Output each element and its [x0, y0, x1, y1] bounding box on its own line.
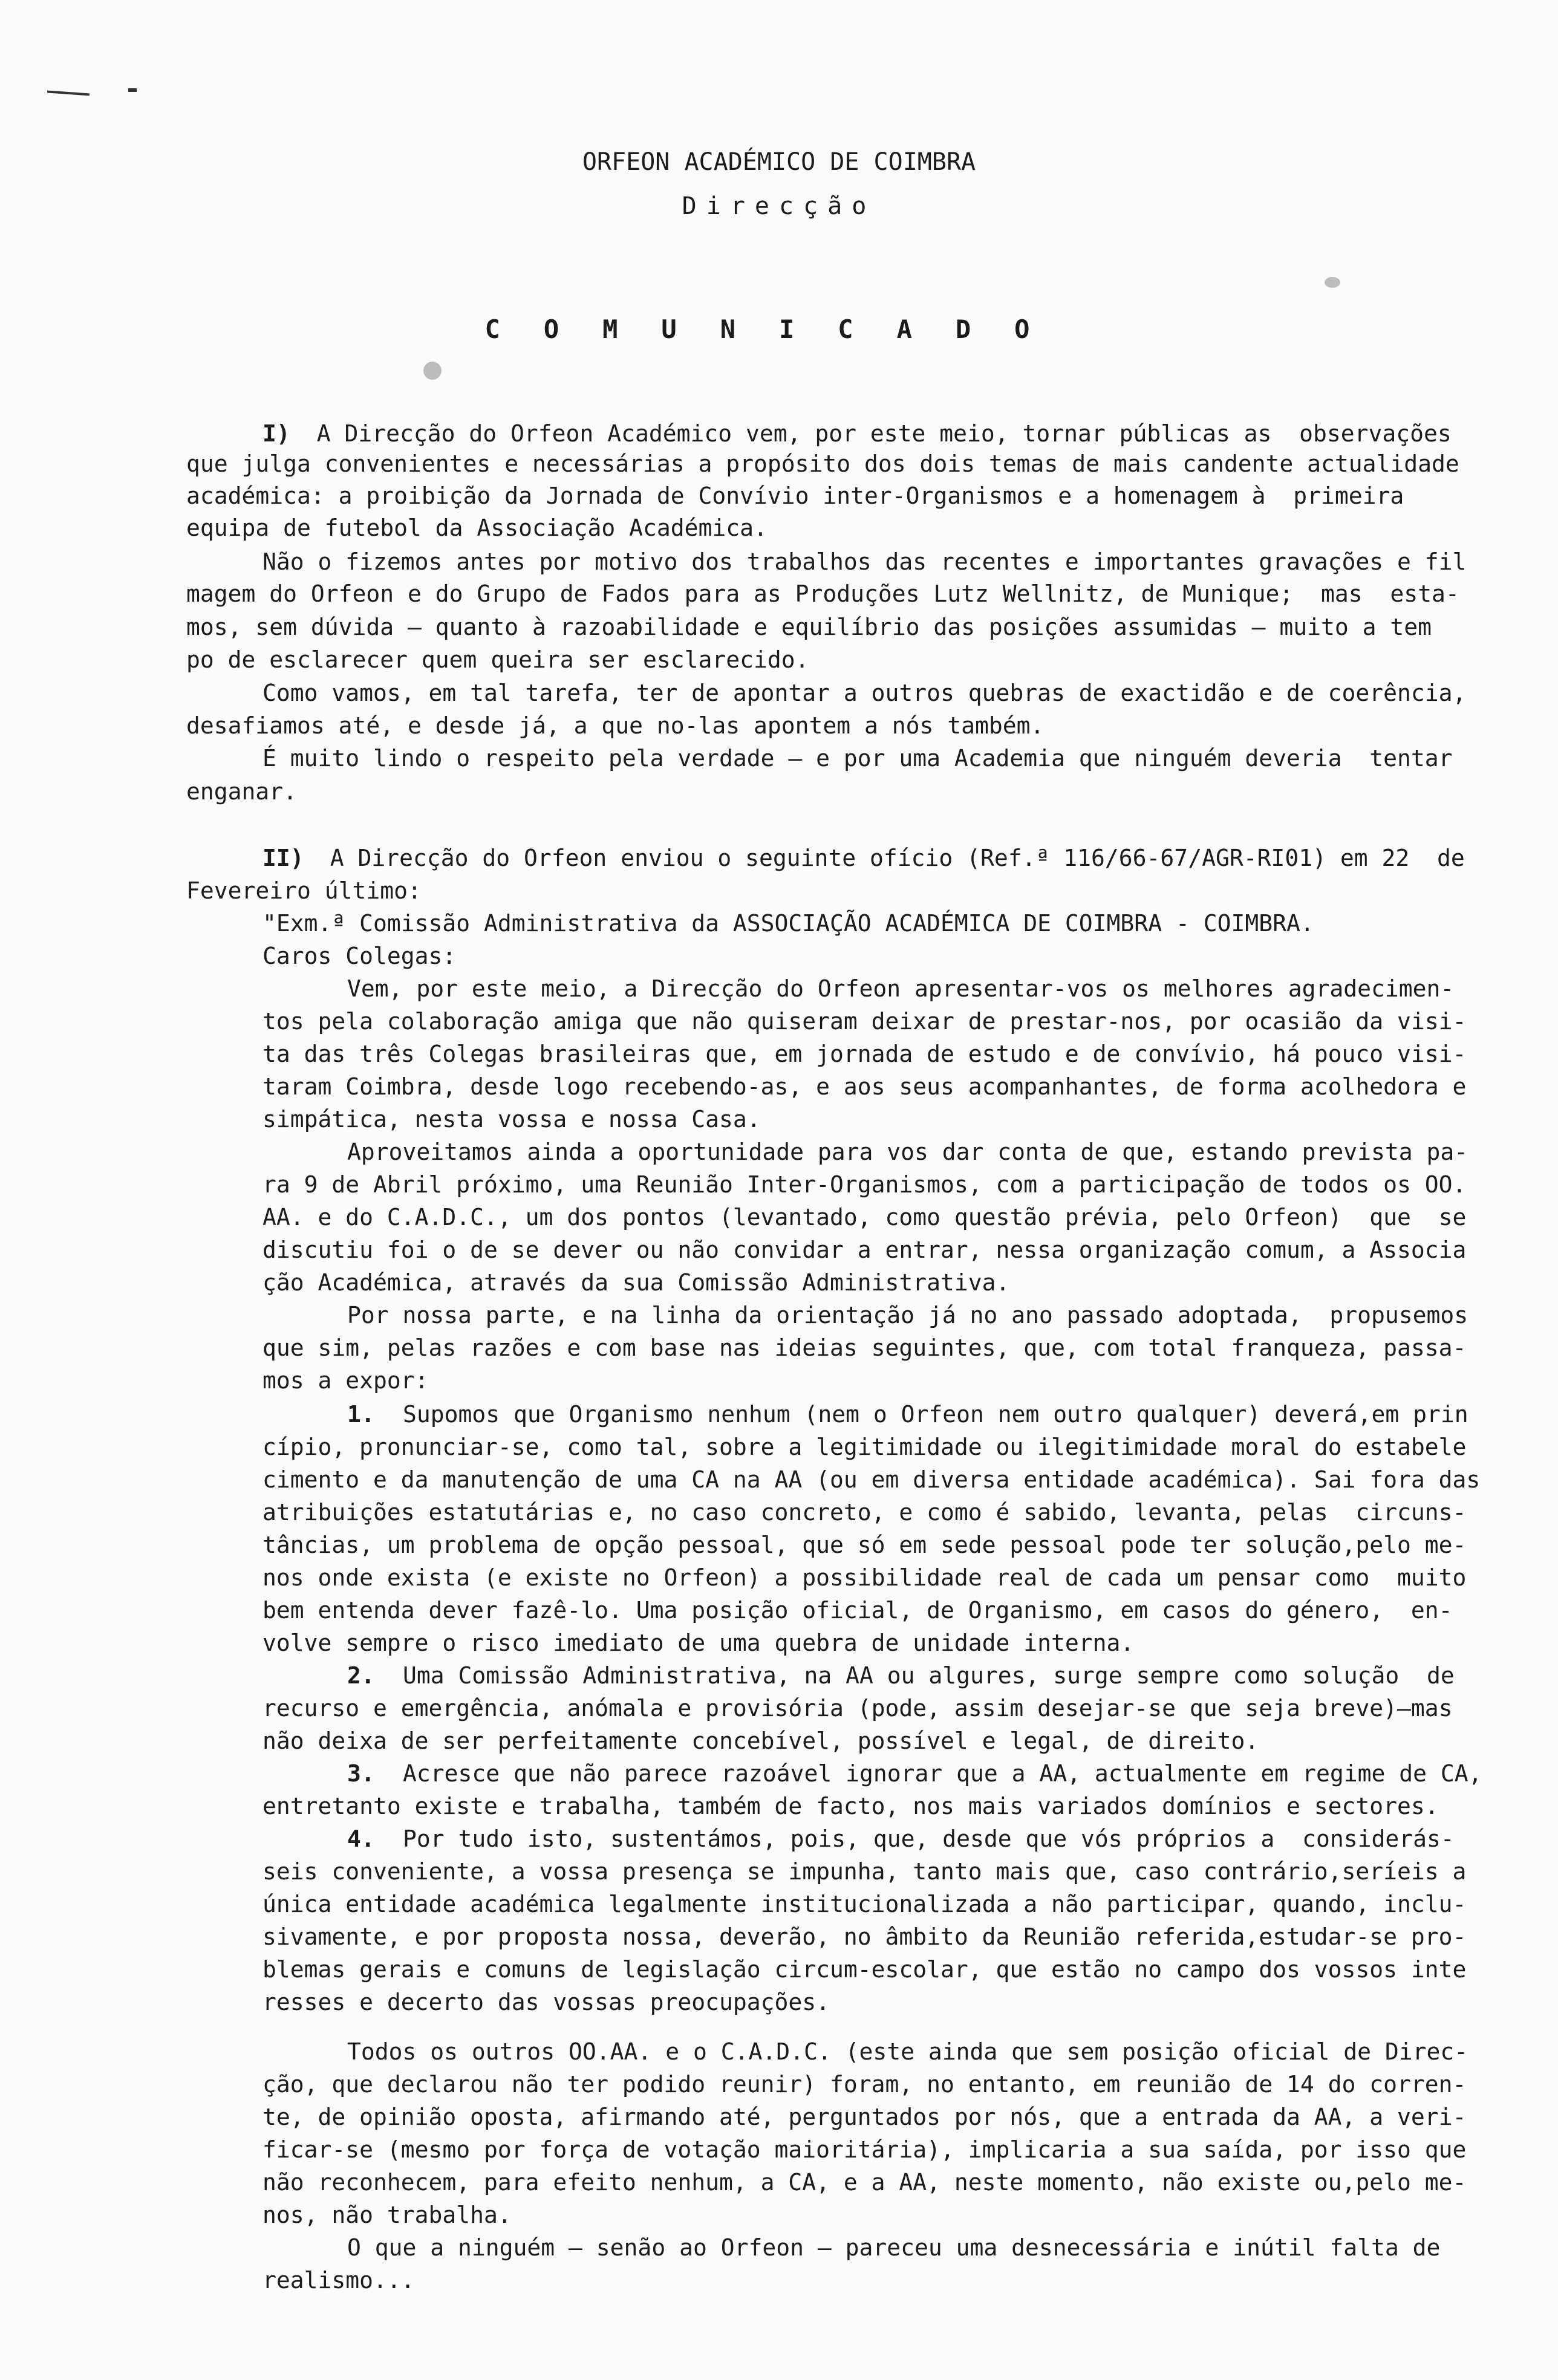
document-title: COMUNICADO: [484, 314, 1074, 344]
text-line: Supomos que Organismo nenhum (nem o Orfeon nem outro qualquer) deverá,em prin: [403, 1401, 1468, 1428]
text-line: "Exm.ª Comissão Administrativa da ASSOCIAÇÃO ACADÉMICA DE COIMBRA - COIMBRA.: [262, 910, 1314, 937]
text-line: ficar-se (mesmo por força de votação maioritária), implicaria a sua saída, por isso que: [262, 2136, 1467, 2163]
text-line: bem entenda dever fazê-lo. Uma posição oficial, de Organismo, em casos do género, en-: [262, 1597, 1453, 1624]
text-line: A Direcção do Orfeon enviou o seguinte ofício (Ref.ª 116/66-67/AGR-RI01) em 22 de: [302, 845, 1465, 871]
text-line: atribuições estatutárias e, no caso concreto, e como é sabido, levanta, pelas circuns-: [262, 1499, 1467, 1526]
text-line: ção Académica, através da sua Comissão Administrativa.: [262, 1269, 1010, 1296]
text-line: blemas gerais e comuns de legislação circum-escolar, que estão no campo dos vossos inte: [262, 1956, 1467, 1983]
text-line: seis conveniente, a vossa presença se impunha, tanto mais que, caso contrário,seríeis a: [262, 1858, 1467, 1885]
text-line: te, de opinião oposta, afirmando até, perguntados por nós, que a entrada da AA, a veri-: [262, 2104, 1467, 2130]
text-line: É muito lindo o respeito pela verdade — e por uma Academia que ninguém deveria tentar: [262, 745, 1453, 772]
organization-name: ORFEON ACADÉMICO DE COIMBRA: [582, 148, 976, 176]
text-line: A Direcção do Orfeon Académico vem, por este meio, tornar públicas as observações: [289, 420, 1452, 447]
text-line: Por nossa parte, e na linha da orientação já no ano passado adoptada, propusemos: [347, 1302, 1468, 1328]
corner-scribble-tick: [128, 88, 137, 92]
text-line: não reconhecem, para efeito nenhum, a CA, e a AA, neste momento, não existe ou,pelo me-: [262, 2169, 1467, 2196]
text-line: Não o fizemos antes por motivo dos trabalhos das recentes e importantes gravações e fil: [262, 548, 1467, 575]
text-line: nos, não trabalha.: [262, 2202, 512, 2228]
text-line: Como vamos, em tal tarefa, ter de apontar a outros quebras de exactidão e de coerência,: [262, 680, 1467, 706]
text-line: discutiu foi o de se dever ou não convidar a entrar, nessa organização comum, a Associa: [262, 1237, 1467, 1263]
item-number: 4.: [347, 1826, 375, 1852]
text-line: ção, que declarou não ter podido reunir) foram, no entanto, em reunião de 14 do corren-: [262, 2071, 1467, 2098]
text-line: recurso e emergência, anómala e provisória (pode, assim desejar-se que seja breve)—mas: [262, 1695, 1453, 1722]
text-line: AA. e do C.A.D.C., um dos pontos (levantado, como questão prévia, pelo Orfeon) que se: [262, 1204, 1467, 1231]
text-line: Fevereiro último:: [186, 877, 422, 904]
text-line: ta das três Colegas brasileiras que, em jornada de estudo e de convívio, há pouco visi-: [262, 1041, 1467, 1067]
text-line: que sim, pelas razões e com base nas ideias seguintes, que, com total franqueza, passa-: [262, 1335, 1467, 1361]
text-line: O que a ninguém — senão ao Orfeon — pareceu uma desnecessária e inútil falta de: [347, 2234, 1441, 2261]
text-line: magem do Orfeon e do Grupo de Fados para as Produções Lutz Wellnitz, de Munique; mas esta-: [186, 580, 1459, 607]
text-line: Vem, por este meio, a Direcção do Orfeon apresentar-vos os melhores agradecimen-: [347, 975, 1455, 1002]
text-line: nos onde exista (e existe no Orfeon) a possibilidade real de cada um pensar como muito: [262, 1564, 1467, 1591]
text-line: entretanto existe e trabalha, também de facto, nos mais variados domínios e sectores.: [262, 1793, 1439, 1819]
text-line: equipa de futebol da Associação Académica.: [186, 515, 768, 541]
text-line: académica: a proibição da Jornada de Convívio inter-Organismos e a homenagem à primeira: [186, 483, 1404, 509]
item-number: 1.: [347, 1401, 375, 1428]
text-line: não deixa de ser perfeitamente concebível, possível e legal, de direito.: [262, 1728, 1259, 1754]
corner-scribble: [47, 91, 90, 96]
text-line: ra 9 de Abril próximo, uma Reunião Inter-Organismos, com a participação de todos os OO.: [262, 1171, 1467, 1198]
text-line: que julga convenientes e necessárias a propósito dos dois temas de mais candente actualidade: [186, 450, 1459, 477]
text-line: Por tudo isto, sustentámos, pois, que, desde que vós próprios a considerás-: [403, 1826, 1455, 1852]
text-line: Uma Comissão Administrativa, na AA ou algures, surge sempre como solução de: [403, 1662, 1455, 1689]
text-line: única entidade académica legalmente institucionalizada a não participar, quando, inclu-: [262, 1891, 1467, 1917]
item-number: 2.: [347, 1662, 375, 1689]
text-line: simpática, nesta vossa e nossa Casa.: [262, 1106, 761, 1133]
department-name: Direcção: [682, 192, 876, 220]
text-line: Aproveitamos ainda a oportunidade para vos dar conta de que, estando prevista pa-: [347, 1139, 1468, 1165]
text-line: Acresce que não parece razoável ignorar que a AA, actualmente em regime de CA,: [403, 1760, 1482, 1787]
section-numeral: II): [262, 845, 304, 871]
text-line: po de esclarecer quem queira ser esclarecido.: [186, 646, 809, 673]
text-line: cípio, pronunciar-se, como tal, sobre a legitimidade ou ilegitimidade moral do estabele: [262, 1434, 1467, 1460]
text-line: desafiamos até, e desde já, a que no-las apontem a nós também.: [186, 712, 1045, 739]
text-line: enganar.: [186, 778, 298, 805]
text-line: mos a expor:: [262, 1367, 429, 1394]
section-numeral: I): [262, 420, 290, 447]
text-line: tâncias, um problema de opção pessoal, que só em sede pessoal pode ter solução,pelo me-: [262, 1532, 1467, 1558]
text-line: Caros Colegas:: [262, 943, 457, 969]
text-line: tos pela colaboração amiga que não quiseram deixar de prestar-nos, por ocasião da visi-: [262, 1008, 1467, 1035]
text-line: sivamente, e por proposta nossa, deverão, no âmbito da Reunião referida,estudar-se pro-: [262, 1923, 1467, 1950]
text-line: mos, sem dúvida — quanto à razoabilidade e equilíbrio das posições assumidas — muito a tem: [186, 614, 1432, 640]
text-line: volve sempre o risco imediato de uma quebra de unidade interna.: [262, 1630, 1135, 1656]
text-line: Todos os outros OO.AA. e o C.A.D.C. (este ainda que sem posição oficial de Direc-: [347, 2038, 1468, 2065]
text-line: cimento e da manutenção de uma CA na AA (ou em diversa entidade académica). Sai fora das: [262, 1466, 1481, 1493]
item-number: 3.: [347, 1760, 375, 1787]
speck: [423, 362, 442, 380]
text-line: taram Coimbra, desde logo recebendo-as, e aos seus acompanhantes, de forma acolhedora e: [262, 1073, 1467, 1100]
text-line: realismo...: [262, 2267, 415, 2294]
speck: [1325, 277, 1340, 288]
text-line: resses e decerto das vossas preocupações.: [262, 1989, 830, 2015]
